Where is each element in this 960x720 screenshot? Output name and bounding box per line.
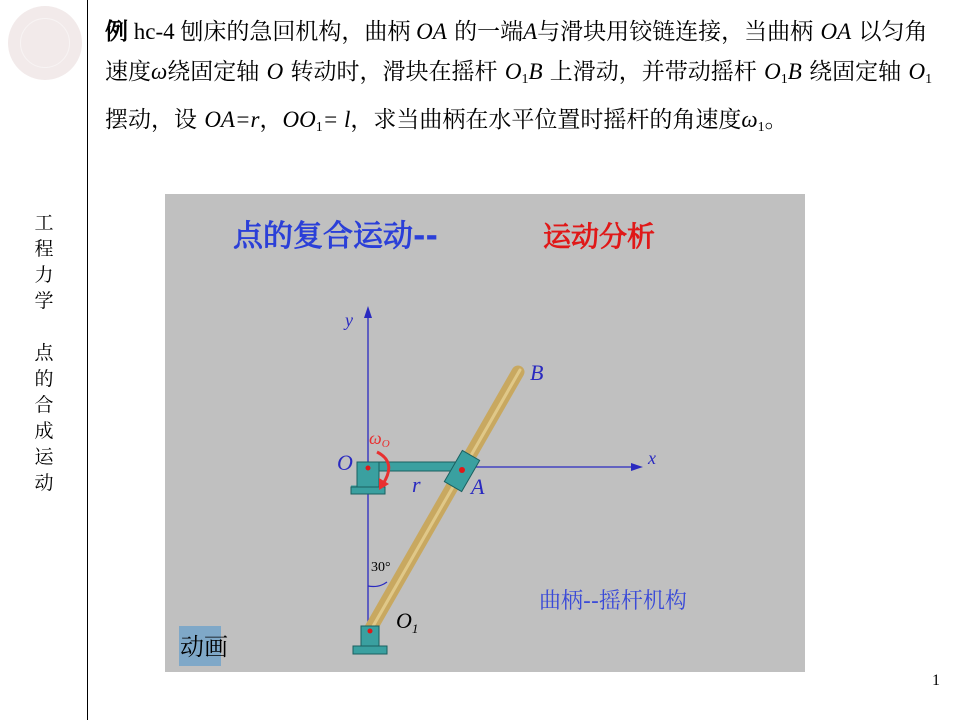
mechanism-figure: [165, 194, 805, 672]
animation-button[interactable]: 动画: [180, 633, 228, 661]
symbol-oa-eq-r: OA=r: [204, 107, 260, 132]
joint-o1: [368, 629, 373, 634]
label-x: x: [648, 448, 656, 468]
mechanism-diagram: [165, 194, 805, 672]
sidebar-char: 点: [34, 342, 54, 364]
rocker-arm-highlight: [372, 370, 520, 628]
symbol-eq-l: = l: [322, 107, 351, 132]
figure-heading-blue: 点的复合运动--: [233, 219, 438, 254]
problem-text: ，求当曲柄在水平位置时摇杆的角速度: [350, 107, 742, 133]
example-label: 例: [105, 19, 128, 45]
symbol-o: O: [266, 59, 284, 84]
problem-text: 。: [764, 107, 788, 133]
problem-text: 与滑块用铰链连接，当曲柄: [537, 19, 821, 45]
sidebar-char: 动: [34, 472, 54, 494]
joint-o: [366, 466, 371, 471]
figure-heading-red: 运动分析: [543, 220, 656, 253]
x-axis-arrow: [631, 463, 643, 471]
label-o: O: [337, 450, 353, 475]
symbol-b: B: [528, 59, 543, 84]
mechanism-caption: 曲柄--摇杆机构: [539, 589, 687, 614]
problem-text: 上滑动，并带动摇杆: [542, 59, 765, 85]
label-y: y: [345, 310, 353, 330]
sidebar-char: 工: [34, 212, 54, 234]
symbol-o1: O: [908, 59, 926, 84]
symbol-o1: O: [504, 59, 522, 84]
sidebar: [0, 0, 88, 720]
sidebar-char: 合: [34, 394, 54, 416]
sidebar-char: 力: [34, 264, 54, 286]
subscript: 1: [780, 72, 788, 87]
label-a: A: [471, 474, 485, 499]
problem-text: 绕固定轴: [167, 59, 267, 85]
problem-statement: [105, 12, 950, 148]
sidebar-char: 学: [34, 290, 54, 312]
page-number: 1: [932, 672, 940, 689]
sidebar-char: 运: [34, 446, 54, 468]
subscript: 1: [521, 72, 529, 87]
symbol-omega1: ω: [741, 107, 758, 132]
problem-text: hc-4 刨床的急回机构，曲柄: [128, 19, 417, 44]
problem-text: 的一端: [446, 19, 524, 45]
label-o1: $O_1$: [396, 608, 419, 636]
sidebar-gap: [34, 314, 54, 340]
symbol-o1: O: [764, 59, 781, 84]
symbol-b: B: [787, 59, 802, 84]
problem-text: 以匀角速度: [105, 19, 928, 85]
angle-arc: [368, 582, 387, 587]
symbol-omega: ω: [151, 59, 168, 84]
problem-text: 绕固定轴: [801, 59, 909, 85]
label-r: r: [412, 472, 421, 497]
sidebar-char: 程: [34, 238, 54, 260]
label-omega: ωO: [369, 428, 390, 450]
university-logo: [8, 6, 82, 80]
problem-text: 转动时，滑块在摇杆: [283, 59, 505, 85]
support-o1-base: [353, 646, 387, 654]
subscript: 1: [925, 72, 933, 87]
y-axis-arrow: [364, 306, 372, 318]
subscript: 1: [315, 120, 323, 135]
label-angle: 30°: [371, 560, 391, 575]
symbol-a: A: [523, 19, 538, 44]
problem-text: 摆动，设: [105, 107, 205, 133]
sidebar-char: 成: [34, 420, 54, 442]
label-b: B: [530, 360, 544, 385]
symbol-oa: OA: [416, 19, 447, 44]
symbol-oa: OA: [820, 19, 852, 44]
joint-a: [459, 467, 465, 473]
symbol-oo1: OO: [282, 107, 316, 132]
sidebar-title: [34, 210, 54, 496]
subscript: 1: [757, 120, 765, 135]
sidebar-char: 的: [34, 368, 54, 390]
problem-text: ，: [259, 107, 283, 133]
